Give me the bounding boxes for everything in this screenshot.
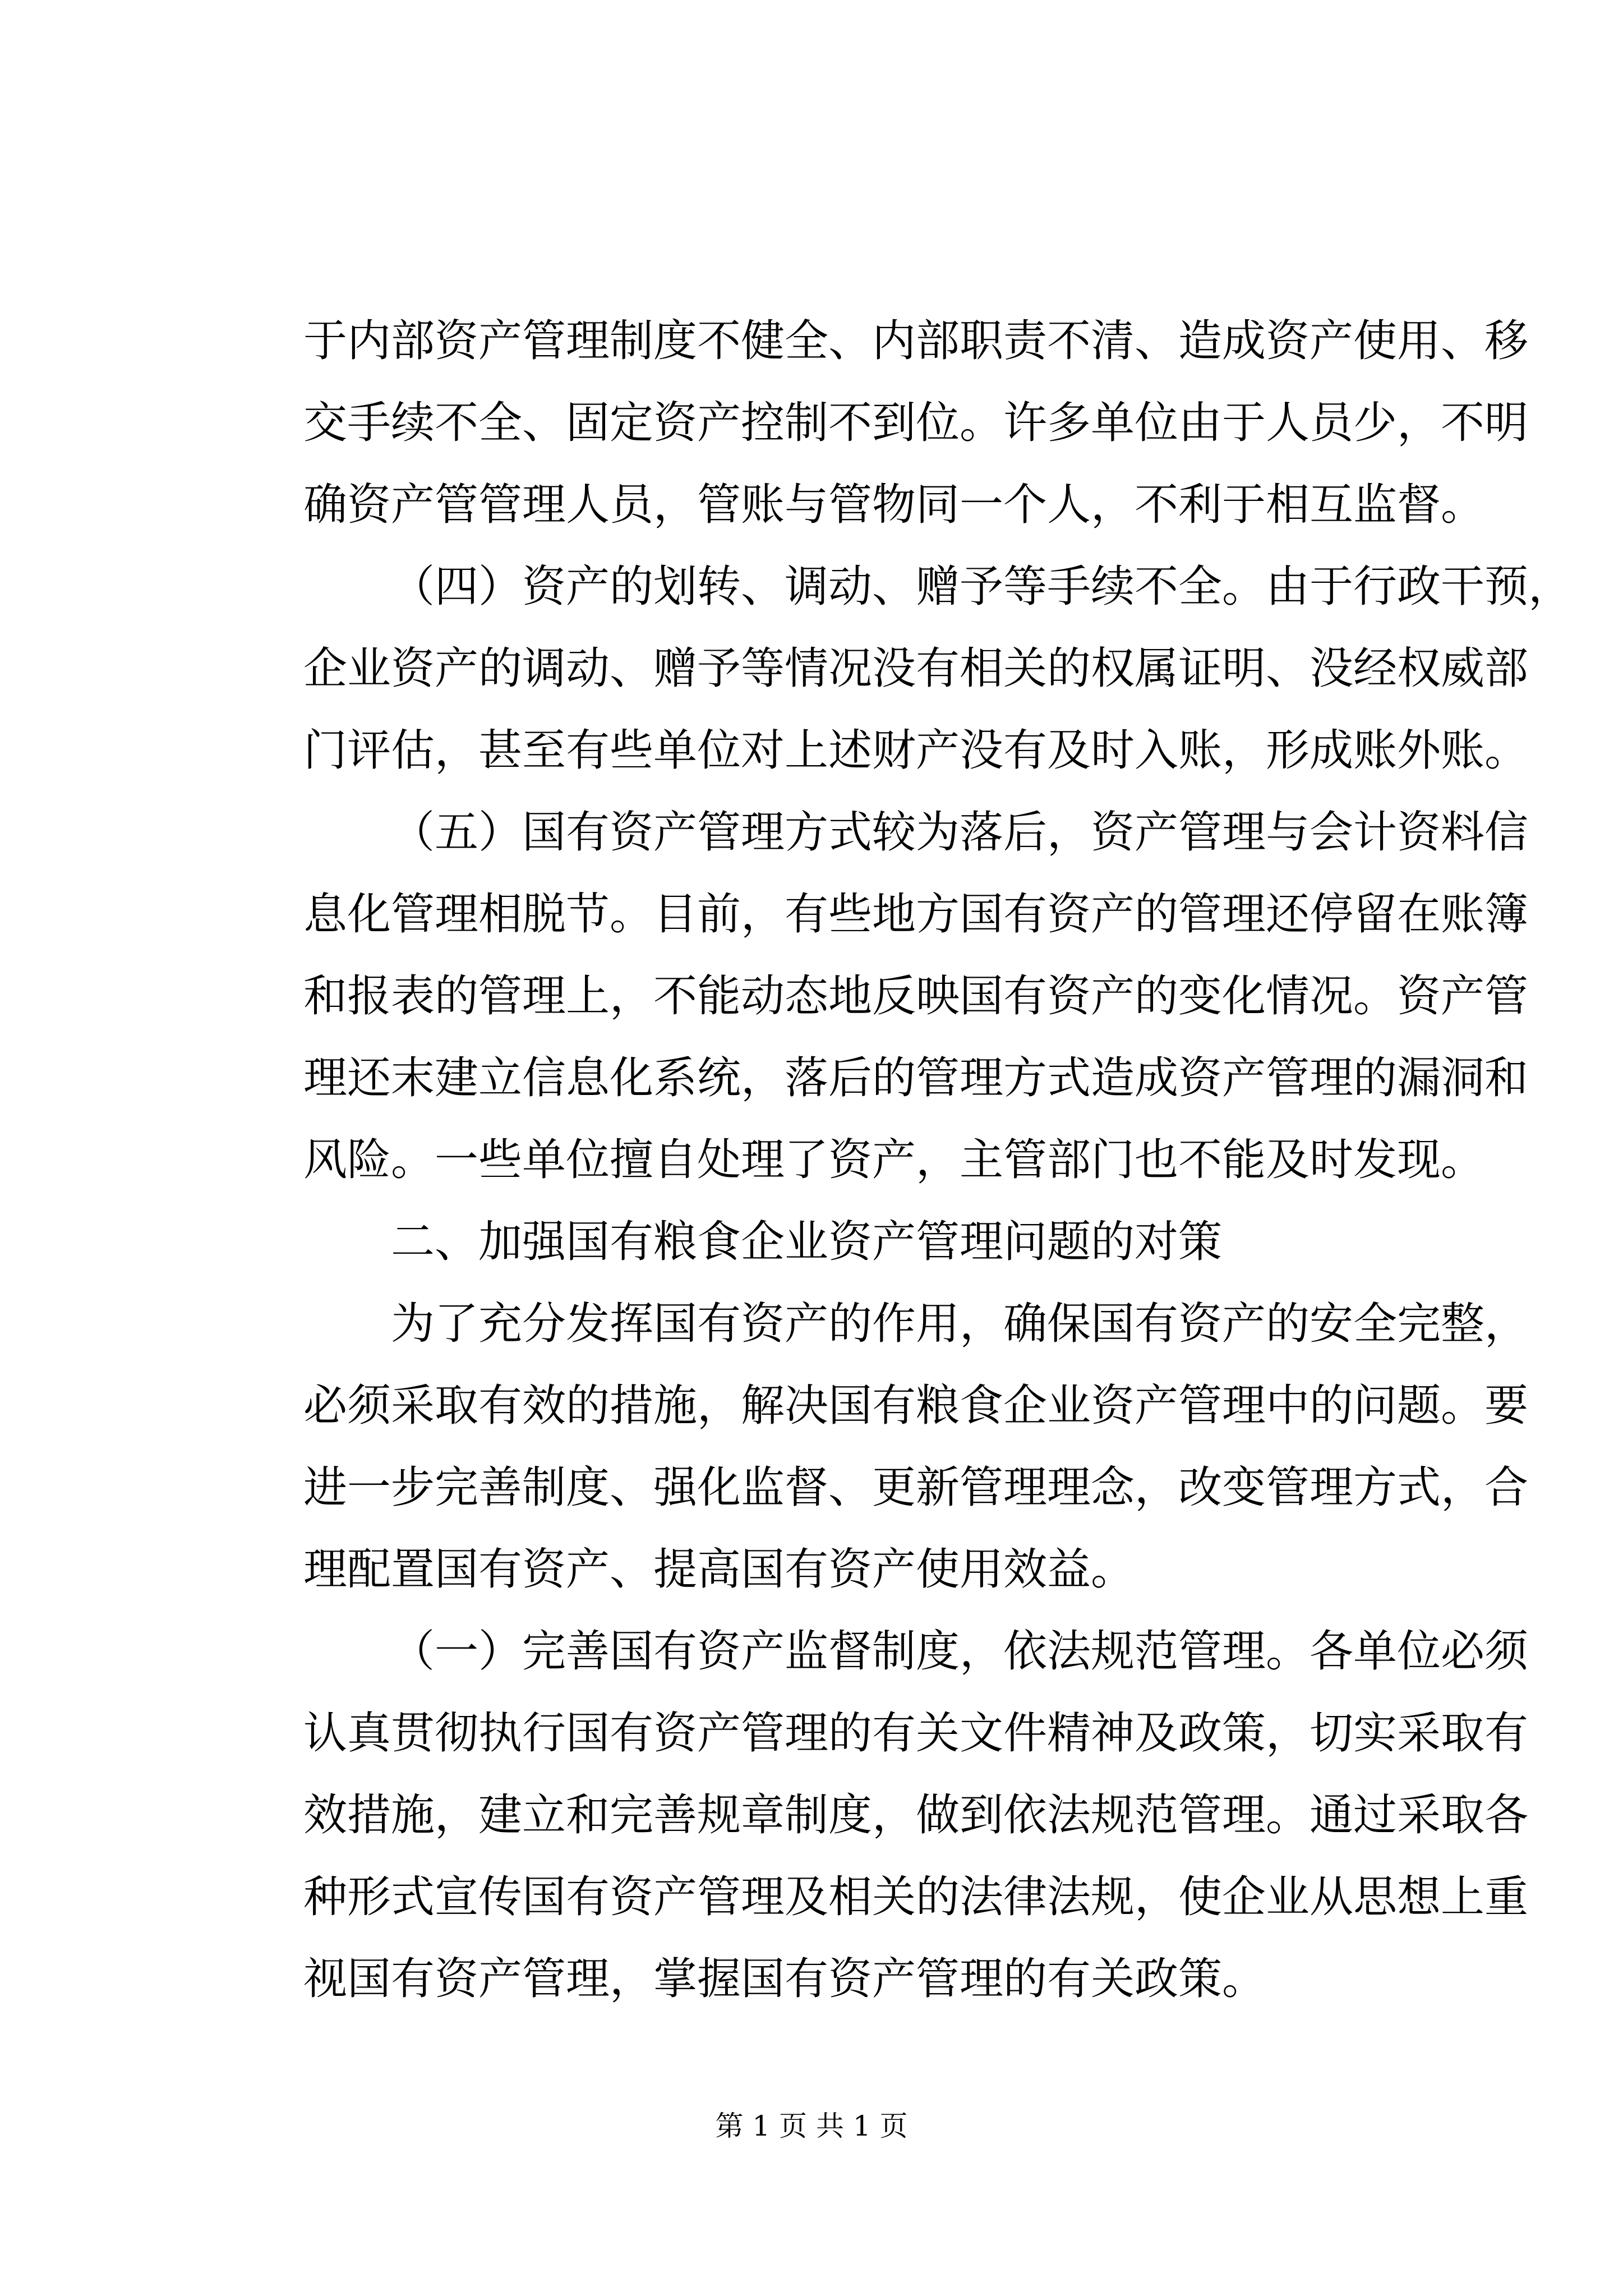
text-line: （四）资产的划转、调动、赠予等手续不全。由于行政干预， [391,562,1573,612]
document-body [303,300,1573,2020]
text-line: 视国有资产管理，掌握国有资产管理的有关政策。 [303,1954,1266,2004]
text-line: （五）国有资产管理方式较为落后，资产管理与会计资料信 [391,807,1529,858]
text-line: 为了充分发挥国有资产的作用，确保国有资产的安全完整， [391,1299,1529,1349]
text-line: 确资产管管理人员，管账与管物同一个人，不利于相互监督。 [303,480,1485,530]
text-line: 企业资产的调动、赠予等情况没有相关的权属证明、没经权威部 [303,643,1529,694]
text-line: 进一步完善制度、强化监督、更新管理理念，改变管理方式，合 [303,1462,1529,1513]
text-line: 理还末建立信息化系统，落后的管理方式造成资产管理的漏洞和 [303,1053,1529,1103]
page-footer: 第 1 页 共 1 页 [715,2110,908,2142]
text-line: 效措施，建立和完善规章制度，做到依法规范管理。通过采取各 [303,1790,1529,1841]
text-line: 种形式宣传国有资产管理及相关的法律法规，使企业从思想上重 [303,1872,1529,1922]
section-heading: 二、加强国有粮食企业资产管理问题的对策 [391,1217,1223,1267]
text-line: 交手续不全、固定资产控制不到位。许多单位由于人员少，不明 [303,398,1529,448]
text-line: 息化管理相脱节。目前，有些地方国有资产的管理还停留在账簿 [303,889,1529,940]
text-line: 和报表的管理上，不能动态地反映国有资产的变化情况。资产管 [303,971,1529,1022]
text-line: （一）完善国有资产监督制度，依法规范管理。各单位必须 [391,1626,1529,1677]
text-line: 于内部资产管理制度不健全、内部职责不清、造成资产使用、移 [303,316,1529,366]
text-line: 认真贯彻执行国有资产管理的有关文件精神及政策，切实采取有 [303,1708,1529,1759]
text-line: 门评估，甚至有些单位对上述财产没有及时入账，形成账外账。 [303,725,1529,776]
text-line: 风险。一些单位擅自处理了资产，主管部门也不能及时发现。 [303,1135,1485,1185]
text-line: 必须采取有效的措施，解决国有粮食企业资产管理中的问题。要 [303,1381,1529,1431]
text-line: 理配置国有资产、提高国有资产使用效益。 [303,1544,1135,1595]
